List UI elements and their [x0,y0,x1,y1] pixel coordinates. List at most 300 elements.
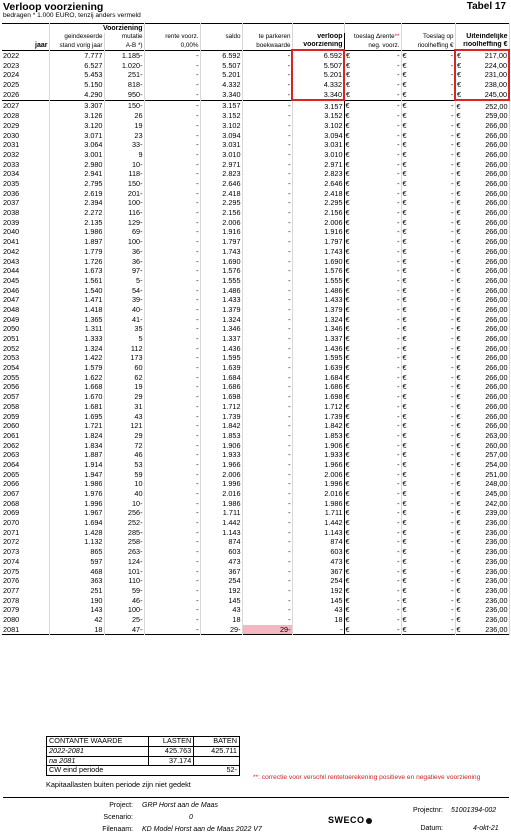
cell-park: - [242,508,292,518]
cell-stand: 2.941 [49,169,104,179]
cell-trente [344,286,401,296]
cell-rente: - [144,528,200,538]
cell-park: - [242,286,292,296]
cell-verloop: 18 [292,615,344,625]
cell-toeslag-value: - [451,392,454,402]
cell-trente-value: - [397,450,400,460]
cell-uit-value: 266,00 [485,246,508,256]
cell-verloop: 5.507 [292,61,344,71]
cell-stand: 1.681 [49,402,104,412]
cell-park: - [242,441,292,451]
cell-verloop: 1.143 [292,528,344,538]
cell-jaar: 2058 [2,402,49,412]
cell-verloop: 1.639 [292,363,344,373]
cell-verloop: 1.986 [292,499,344,509]
cell-saldo: 1.743 [200,247,242,257]
cell-uit-value: 236,00 [485,605,508,615]
cell-toeslag [401,353,455,363]
table-row [2,70,509,80]
cell-stand: 1.579 [49,363,104,373]
table-row [2,421,509,431]
euro-sign: € [456,198,461,208]
cell-saldo: 1.986 [200,499,242,509]
cell-uit [455,605,509,615]
cell-jaar: 2047 [2,295,49,305]
cell-uit-value: 251,00 [485,469,508,479]
cell-uit [455,441,509,451]
cell-jaar: 2035 [2,179,49,189]
table-row [2,266,509,276]
cell-park: - [242,295,292,305]
euro-sign: € [402,217,407,227]
cell-rente: - [144,431,200,441]
table-row [2,586,509,596]
cell-trente-value: - [397,547,400,557]
cell-saldo: 3.157 [200,100,242,111]
cell-jaar: 2060 [2,421,49,431]
euro-sign: € [456,556,461,566]
euro-sign: € [345,576,350,586]
cell-rente: - [144,140,200,150]
cell-toeslag-value: - [451,227,454,237]
euro-sign: € [456,304,461,314]
cell-trente [344,547,401,557]
cell-jaar: 2061 [2,431,49,441]
footer-filenaam-label: Filenaam: [102,826,133,833]
cell-verloop: 3.031 [292,140,344,150]
table-row [2,131,509,141]
cell-trente-value: - [397,585,400,595]
cell-toeslag [401,247,455,257]
cell-verloop: 2.016 [292,489,344,499]
table-row [2,615,509,625]
cell-saldo: 1.639 [200,363,242,373]
euro-sign: € [456,614,461,624]
cell-toeslag [401,605,455,615]
cell-toeslag-value: - [451,314,454,324]
cell-stand: 3.071 [49,131,104,141]
cell-uit [455,625,509,635]
cell-rente: - [144,324,200,334]
cell-uit [455,382,509,392]
cell-rente: - [144,586,200,596]
cell-uit [455,334,509,344]
cell-trente-value: - [397,392,400,402]
cell-rente: - [144,150,200,160]
cell-jaar: 2063 [2,450,49,460]
page-title: Verloop voorziening [3,1,104,13]
cell-rente: - [144,276,200,286]
cell-stand: 5.150 [49,80,104,90]
cell-toeslag [401,586,455,596]
cell-saldo: 2.006 [200,218,242,228]
cell-jaar: 2032 [2,150,49,160]
cell-uit-value: 236,00 [485,595,508,605]
table-row [2,499,509,509]
euro-sign: € [456,217,461,227]
euro-sign: € [345,295,350,305]
cell-trente-value: - [397,498,400,508]
cell-uit [455,208,509,218]
cell-stand: 1.132 [49,537,104,547]
table-row [2,227,509,237]
euro-sign: € [456,479,461,489]
cell-trente [344,295,401,305]
cell-rente: - [144,460,200,470]
cell-jaar: 2071 [2,528,49,538]
table-row [2,90,509,101]
logo-dot-icon [366,818,372,824]
cell-jaar: 2078 [2,596,49,606]
euro-sign: € [457,51,462,61]
cell-mutatie: 101- [104,566,144,576]
cell-trente-value: - [397,295,400,305]
cell-saldo: 2.295 [200,198,242,208]
cell-stand: 1.996 [49,499,104,509]
cell-mutatie: 33- [104,140,144,150]
footer-scenario: 0 [189,814,193,821]
cell-toeslag-value: - [450,70,454,80]
cell-stand: 18 [49,625,104,635]
euro-sign: € [402,614,407,624]
cell-toeslag [401,382,455,392]
cell-park: - [242,100,292,111]
cell-saldo: 1.739 [200,411,242,421]
cell-uit [455,363,509,373]
col-uit-header-1: Uiteindelijke [455,33,509,41]
cell-park: - [242,324,292,334]
cell-verloop: 1.686 [292,382,344,392]
cell-jaar: 2046 [2,286,49,296]
cell-uit [455,324,509,334]
table-row [2,528,509,538]
table-row [2,169,509,179]
cell-trente [344,557,401,567]
cell-saldo: 1.966 [200,460,242,470]
cell-uit-value: 266,00 [485,179,508,189]
cell-stand: 1.622 [49,373,104,383]
cell-toeslag [401,90,455,101]
table-row [2,208,509,218]
cell-trente-value: - [397,120,400,130]
cell-verloop: 2.295 [292,198,344,208]
cell-toeslag [401,276,455,286]
cell-trente [344,615,401,625]
euro-sign: € [456,469,461,479]
cell-toeslag [401,460,455,470]
cell-toeslag-value: - [451,343,454,353]
cell-jaar: 2077 [2,586,49,596]
cell-trente-value: - [397,140,400,150]
euro-sign: € [345,266,350,276]
cell-mutatie: 10- [104,499,144,509]
cell-jaar: 2039 [2,218,49,228]
cell-rente: - [144,566,200,576]
euro-sign: € [345,120,350,130]
cell-mutatie: 818- [104,80,144,90]
cell-jaar: 2055 [2,373,49,383]
cell-jaar: 2080 [2,615,49,625]
cell-uit [455,70,509,80]
euro-sign: € [456,324,461,334]
euro-sign: € [456,605,461,615]
cell-jaar: 2057 [2,392,49,402]
cell-park: - [242,70,292,80]
cell-uit [455,131,509,141]
cell-mutatie: 5- [104,276,144,286]
euro-sign: € [345,624,350,634]
euro-sign: € [456,489,461,499]
col-mutatie-header-2: A-B *) [104,41,144,50]
footer-project: GRP Horst aan de Maas [142,802,218,809]
cell-trente-value: - [397,198,400,208]
euro-sign: € [402,556,407,566]
table-row [2,295,509,305]
cell-stand: 1.311 [49,324,104,334]
cell-verloop: 3.152 [292,111,344,121]
euro-sign: € [345,469,350,479]
euro-sign: € [345,498,350,508]
cell-mutatie: 173 [104,353,144,363]
cell-mutatie: 129- [104,218,144,228]
cell-trente [344,324,401,334]
contante-waarde-table [46,736,240,776]
cell-mutatie: 19 [104,382,144,392]
cell-trente [344,61,401,71]
euro-sign: € [456,208,461,218]
euro-sign: € [402,256,407,266]
col-trente-header-1: toeslag Δrente** [344,33,401,41]
cell-stand: 1.694 [49,518,104,528]
cell-mutatie: 36- [104,247,144,257]
euro-sign: € [402,130,407,140]
cell-rente: - [144,557,200,567]
euro-sign: € [402,188,407,198]
cell-trente-value: - [397,149,400,159]
cell-saldo: 192 [200,586,242,596]
cell-toeslag [401,189,455,199]
cell-verloop: 2.156 [292,208,344,218]
cell-trente [344,131,401,141]
cell-rente: - [144,450,200,460]
euro-sign: € [456,159,461,169]
euro-sign: € [457,70,462,80]
cell-park: - [242,557,292,567]
euro-sign: € [456,275,461,285]
cell-uit [455,373,509,383]
euro-sign: € [402,237,407,247]
col-parkeren-header-2: boekwaarde [242,41,292,50]
cell-verloop: 1.690 [292,256,344,266]
cell-uit-value: 266,00 [485,372,508,382]
cell-toeslag [401,334,455,344]
cell-toeslag-value: - [450,80,454,90]
cell-verloop: 603 [292,547,344,557]
cell-uit-value: 266,00 [485,217,508,227]
euro-sign: € [346,50,351,60]
cell-stand: 143 [49,605,104,615]
cell-toeslag [401,100,455,111]
table-row [2,460,509,470]
euro-sign: € [402,421,407,431]
cell-verloop: 1.711 [292,508,344,518]
euro-sign: € [345,363,350,373]
cell-toeslag [401,479,455,489]
cell-mutatie: 1.020- [104,61,144,71]
table-row [2,160,509,170]
cell-toeslag-value: - [450,50,454,60]
cell-jaar: 2062 [2,441,49,451]
cell-trente [344,441,401,451]
cell-stand: 3.126 [49,111,104,121]
euro-sign: € [402,624,407,634]
cell-toeslag-value: - [451,111,454,121]
euro-sign: € [402,382,407,392]
euro-sign: € [402,372,407,382]
cell-stand: 3.307 [49,100,104,111]
cell-jaar: 2074 [2,557,49,567]
cell-park: - [242,537,292,547]
euro-sign: € [456,334,461,344]
cell-verloop: 2.418 [292,189,344,199]
cell-toeslag [401,150,455,160]
euro-sign: € [402,547,407,557]
cell-stand: 2.272 [49,208,104,218]
cell-saldo: 1.853 [200,431,242,441]
cell-trente-value: - [397,479,400,489]
cell-saldo: 3.031 [200,140,242,150]
cell-trente-value: - [397,246,400,256]
table-row [2,286,509,296]
cell-toeslag-value: - [451,440,454,450]
cell-mutatie: 124- [104,557,144,567]
col-mutatie-header-1: mutatie [104,33,144,41]
cell-saldo: 3.094 [200,131,242,141]
cell-stand: 1.897 [49,237,104,247]
cell-uit-value: 266,00 [485,304,508,314]
cell-stand: 2.619 [49,189,104,199]
cell-rente: - [144,169,200,179]
footer [3,797,509,838]
cell-stand: 1.673 [49,266,104,276]
cell-saldo: 1.711 [200,508,242,518]
euro-sign: € [346,90,351,100]
euro-sign: € [456,101,461,111]
cell-toeslag-value: - [451,169,454,179]
cell-uit [455,160,509,170]
table-row [2,508,509,518]
cell-verloop: 1.797 [292,237,344,247]
cell-uit [455,50,509,61]
cell-toeslag-value: - [451,285,454,295]
cell-toeslag [401,208,455,218]
cell-mutatie: 97- [104,266,144,276]
cell-jaar: 2045 [2,276,49,286]
table-row [2,218,509,228]
cell-stand: 2.795 [49,179,104,189]
cell-toeslag [401,227,455,237]
cell-jaar: 2067 [2,489,49,499]
cell-uit [455,305,509,315]
cell-uit [455,266,509,276]
cell-stand: 42 [49,615,104,625]
cell-verloop: 1.739 [292,411,344,421]
euro-sign: € [345,566,350,576]
cell-mutatie: 5 [104,334,144,344]
cell-stand: 1.418 [49,305,104,315]
euro-sign: € [402,518,407,528]
cell-verloop: 43 [292,605,344,615]
table-row [2,596,509,606]
euro-sign: € [345,285,350,295]
cell-saldo: 1.906 [200,441,242,451]
cell-verloop: 2.006 [292,470,344,480]
cell-jaar: 2079 [2,605,49,615]
euro-sign: € [345,605,350,615]
cell-uit-value: 266,00 [485,314,508,324]
cell-mutatie: 60 [104,363,144,373]
euro-sign: € [402,101,407,111]
cell-toeslag [401,50,455,61]
col-jaar-header: jaar [2,41,49,50]
cell-trente-value: - [397,101,400,111]
table-row [2,557,509,567]
cell-toeslag [401,576,455,586]
euro-sign: € [402,508,407,518]
cell-mutatie: 258- [104,537,144,547]
cell-trente-value: - [397,70,400,80]
cell-saldo: 874 [200,537,242,547]
euro-sign: € [345,111,350,121]
cell-jaar: 2069 [2,508,49,518]
footer-scenario-label: Scenario: [103,814,133,821]
euro-sign: € [457,89,462,99]
cell-verloop: 1.684 [292,373,344,383]
cell-rente: - [144,547,200,557]
cell-toeslag [401,566,455,576]
table-row [2,111,509,121]
cell-park: - [242,615,292,625]
table-row [2,140,509,150]
euro-sign: € [402,140,407,150]
cell-uit [455,411,509,421]
euro-sign: € [345,275,350,285]
cell-uit-value: 266,00 [485,295,508,305]
table-row [2,566,509,576]
cell-verloop: 3.094 [292,131,344,141]
cell-uit-value: 266,00 [485,363,508,373]
cell-rente: - [144,179,200,189]
cell-mutatie: 100- [104,605,144,615]
euro-sign: € [345,314,350,324]
cell-uit [455,140,509,150]
euro-sign: € [456,227,461,237]
euro-sign: € [456,237,461,247]
cell-uit-value: 254,00 [485,459,508,469]
cell-toeslag-value: - [451,208,454,218]
euro-sign: € [402,285,407,295]
cell-uit-value: 266,00 [485,392,508,402]
cell-uit-value: 245,00 [485,489,508,499]
cell-saldo: 1.797 [200,237,242,247]
cell-stand: 251 [49,586,104,596]
cell-toeslag-value: - [451,149,454,159]
cell-verloop: 2.971 [292,160,344,170]
euro-sign: € [345,459,350,469]
cell-park: - [242,90,292,101]
cw-end-value: 52- [194,766,240,776]
cell-trente [344,256,401,266]
